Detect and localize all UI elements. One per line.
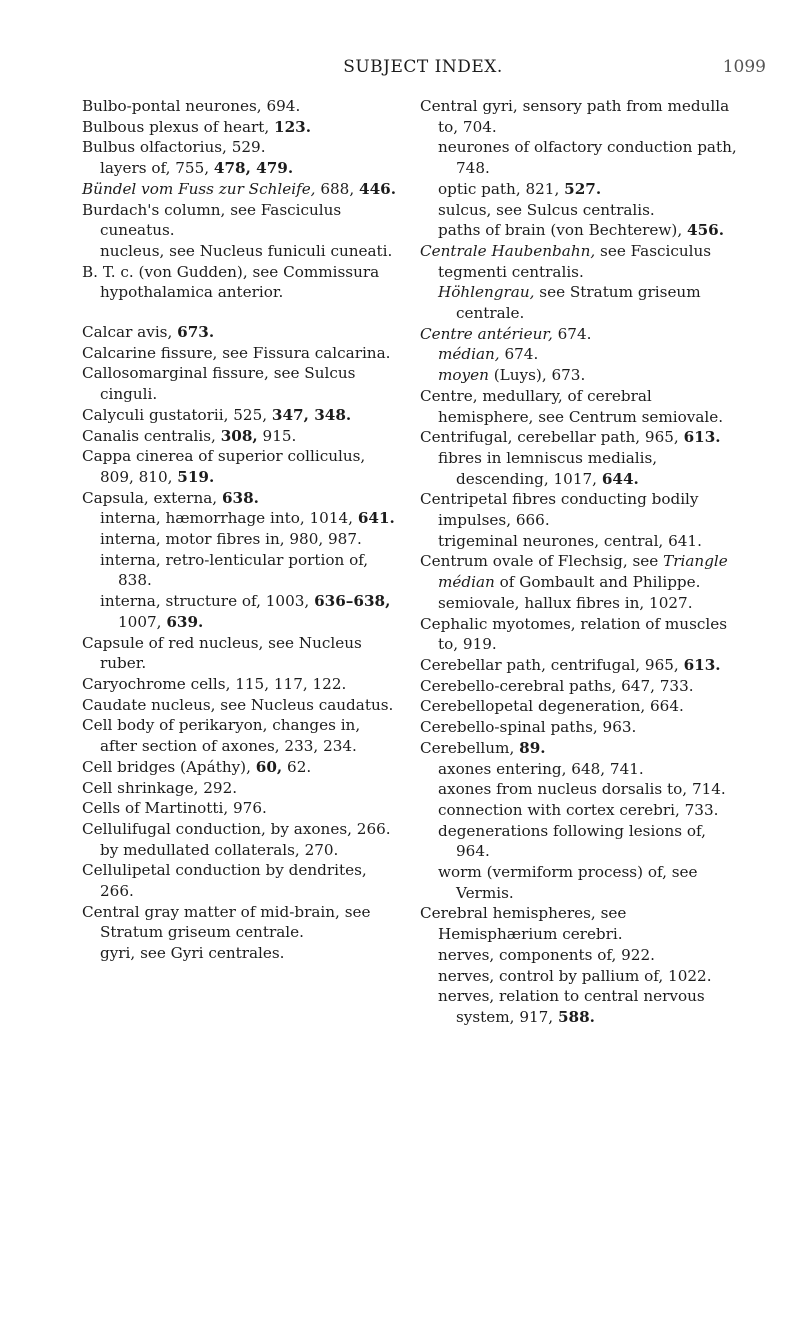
entry-text: (Luys), 673. [488, 366, 586, 385]
figure-reference: 347, 348. [271, 405, 352, 424]
index-entry [420, 614, 737, 655]
figure-reference: 308, [220, 426, 258, 445]
entry-text: Capsule of red nucleus, see Nucleus ruber. [82, 633, 362, 673]
entry-text: interna, retro-lenticular portion of, 838. [100, 550, 369, 590]
index-entry [420, 489, 737, 530]
entry-text: Cells of Martinotti, 976. [82, 799, 267, 818]
figure-reference: 478, 479. [213, 159, 294, 178]
entry-text: worm (vermiform process) of, see Vermis. [438, 863, 698, 902]
index-entry [82, 137, 399, 158]
index-entry [420, 717, 737, 738]
index-column-right [420, 96, 737, 1028]
index-entry [82, 798, 399, 819]
index-entry [82, 715, 399, 756]
entry-text: Calcar avis, [82, 323, 178, 342]
running-title: SUBJECT INDEX. [343, 57, 503, 77]
index-subentry [420, 593, 737, 614]
entry-text: see Fasciculus tegmenti centralis. [438, 241, 712, 281]
entry-text: Centrum ovale of Flechsig, see [420, 552, 664, 571]
figure-reference: 123. [274, 117, 312, 136]
foreign-term: Centrale Haubenbahn, [420, 241, 596, 260]
index-subentry [82, 840, 399, 861]
entry-text: Burdach's column, see Fasciculus cuneatus. [82, 200, 342, 240]
entry-text: optic path, 821, [438, 179, 565, 198]
index-entry [82, 363, 399, 404]
entry-text: Cephalic myotomes, relation of muscles to, 919. [420, 614, 728, 654]
figure-reference: 641. [357, 509, 395, 528]
entry-text: Canalis centralis, [82, 426, 221, 445]
entry-text: Bulbous plexus of heart, [82, 117, 275, 136]
index-entry [420, 324, 737, 345]
entry-text: interna, motor fibres in, 980, 987. [100, 530, 362, 549]
entry-text: Cerebello-cerebral paths, 647, 733. [420, 676, 694, 695]
entry-text: nucleus, see Nucleus funiculi cuneati. [100, 241, 393, 260]
index-subentry [82, 591, 399, 632]
index-subentry [82, 529, 399, 550]
index-entry [82, 674, 399, 695]
figure-reference: 613. [683, 428, 721, 447]
figure-reference: 613. [683, 655, 721, 674]
entry-text: 1007, [118, 612, 167, 631]
foreign-term: Triangle médian [438, 552, 728, 592]
entry-text: nerves, components of, 922. [438, 945, 655, 964]
entry-text: trigeminal neurones, central, 641. [438, 531, 702, 550]
index-subentry [420, 966, 737, 987]
index-entry [420, 903, 737, 944]
index-entry [82, 179, 399, 200]
index-subentry [420, 282, 737, 323]
index-entry [420, 738, 737, 759]
index-entry [420, 427, 737, 448]
index-entry [82, 902, 399, 943]
entry-text: degenerations following lesions of, 964. [438, 821, 706, 861]
index-subentry [420, 986, 737, 1027]
entry-text: axones from nucleus dorsalis to, 714. [438, 780, 726, 799]
index-subentry [420, 344, 737, 365]
index-entry [82, 446, 399, 487]
entry-text: semiovale, hallux fibres in, 1027. [438, 593, 693, 612]
index-subentry [82, 508, 399, 529]
index-entry [420, 551, 737, 592]
foreign-term: Centre antérieur, [420, 324, 553, 343]
entry-text: Bulbus olfactorius, 529. [82, 138, 266, 157]
index-entry [420, 676, 737, 697]
entry-text: nerves, control by pallium of, 1022. [438, 966, 712, 985]
index-subentry [420, 179, 737, 200]
index-subentry [82, 550, 399, 591]
entry-text: Cappa cinerea of superior colliculus, 809, 810, [82, 447, 366, 486]
entry-text: Centripetal fibres conducting bodily impulses, 666. [420, 490, 699, 530]
entry-text: connection with cortex cerebri, 733. [438, 800, 719, 819]
figure-reference: 89. [519, 738, 546, 757]
entry-text: Cell bridges (Apáthy), [82, 757, 256, 776]
entry-text: paths of brain (von Bechterew), [438, 221, 687, 240]
entry-text: Cell body of perikaryon, changes in, after section of axones, 233, 234. [82, 716, 361, 756]
index-entry [82, 200, 399, 241]
entry-text: of Gombault and Philippe. [494, 573, 701, 592]
foreign-term: moyen [438, 366, 489, 385]
figure-reference: 60, [255, 757, 283, 776]
index-entry [82, 426, 399, 447]
index-subentry [420, 862, 737, 903]
entry-text: Cerebello-spinal paths, 963. [420, 718, 637, 737]
index-subentry [420, 137, 737, 178]
running-head [80, 56, 766, 82]
index-entry [82, 695, 399, 716]
index-entry [420, 241, 737, 282]
index-subentry [420, 531, 737, 552]
entry-text: Cerebellar path, centrifugal, 965, [420, 655, 684, 674]
index-entry [420, 696, 737, 717]
entry-text: 674. [499, 345, 539, 364]
figure-reference: 527. [564, 179, 602, 198]
figure-reference: 519. [177, 467, 215, 486]
entry-text: Calcarine fissure, see Fissura calcarina. [82, 343, 391, 362]
entry-text: Cerebral hemispheres, see Hemisphærium cerebri. [420, 904, 627, 944]
index-column-left [82, 96, 399, 964]
index-entry [82, 117, 399, 138]
index-entry [82, 322, 399, 343]
entry-text: interna, structure of, 1003, [100, 592, 315, 611]
entry-text: by medullated collaterals, 270. [100, 840, 339, 859]
entry-text: 62. [282, 757, 312, 776]
index-entry [420, 655, 737, 676]
index-entry [82, 405, 399, 426]
index-subentry [420, 759, 737, 780]
index-subentry [420, 800, 737, 821]
index-entry [82, 633, 399, 674]
index-subentry [420, 365, 737, 386]
index-entry [82, 778, 399, 799]
entry-text: gyri, see Gyri centrales. [100, 944, 285, 963]
index-subentry [82, 158, 399, 179]
entry-text: fibres in lemniscus medialis, descending, 1017, [438, 448, 658, 488]
index-subentry [420, 220, 737, 241]
index-entry [420, 386, 737, 427]
entry-text: Central gray matter of mid-brain, see Stratum griseum centrale. [82, 902, 371, 942]
index-subentry [420, 821, 737, 862]
entry-text: interna, hæmorrhage into, 1014, [100, 509, 358, 528]
entry-text: nerves, relation to central nervous system, 917, [438, 987, 705, 1026]
entry-text: Central gyri, sensory path from medulla to, 704. [420, 97, 730, 136]
entry-text: Callosomarginal fissure, see Sulcus cinguli. [82, 364, 356, 404]
page-number: 1099 [722, 57, 766, 77]
entry-text: Calyculi gustatorii, 525, [82, 405, 272, 424]
index-subentry [420, 945, 737, 966]
entry-text: Cell shrinkage, 292. [82, 778, 238, 797]
figure-reference: 446. [359, 179, 396, 198]
index-entry [82, 262, 399, 303]
index-subentry [82, 943, 399, 964]
entry-text: Cerebellum, [420, 738, 520, 757]
index-entry [82, 343, 399, 364]
entry-text: Bulbo-pontal neurones, 694. [82, 97, 301, 115]
entry-text: axones entering, 648, 741. [438, 759, 644, 778]
index-entry [82, 96, 399, 117]
index-subentry [82, 241, 399, 262]
index-entry [420, 96, 737, 137]
figure-reference: 673. [177, 323, 215, 342]
entry-text: Caudate nucleus, see Nucleus caudatus. [82, 695, 394, 714]
foreign-term: Höhlengrau, [438, 283, 535, 302]
entry-text: Cellulifugal conduction, by axones, 266. [82, 819, 391, 838]
index-entry [82, 757, 399, 778]
entry-text: Cerebellopetal degeneration, 664. [420, 697, 684, 716]
foreign-term: Bündel vom Fuss zur Schleife, [82, 179, 316, 198]
entry-text: 688, [315, 179, 359, 198]
entry-text: Centre, medullary, of cerebral hemisphere, see Centrum semiovale. [420, 386, 724, 426]
entry-text: 915. [257, 426, 297, 445]
figure-reference: 639. [166, 612, 204, 631]
entry-text: sulcus, see Sulcus centralis. [438, 200, 655, 219]
entry-text: Capsula, externa, [82, 488, 222, 507]
figure-reference: 644. [601, 469, 639, 488]
index-subentry [420, 448, 737, 489]
index-entry [82, 860, 399, 901]
entry-text: neurones of olfactory conduction path, 748. [438, 138, 737, 178]
entry-text: Caryochrome cells, 115, 117, 122. [82, 674, 347, 693]
entry-text: Cellulipetal conduction by dendrites, 266. [82, 861, 367, 901]
figure-reference: 638. [221, 488, 259, 507]
entry-text: B. T. c. (von Gudden), see Commissura hypothalamica anterior. [82, 262, 380, 302]
index-entry [82, 488, 399, 509]
index-subentry [420, 779, 737, 800]
figure-reference: 456. [687, 221, 724, 240]
index-entry [82, 819, 399, 840]
figure-reference: 636–638, [314, 592, 391, 611]
entry-text: layers of, 755, [100, 159, 214, 178]
foreign-term: médian, [438, 345, 500, 364]
entry-text: 674. [552, 324, 592, 343]
entry-text: Centrifugal, cerebellar path, 965, [420, 428, 684, 447]
index-subentry [420, 200, 737, 221]
entry-text: see Stratum griseum centrale. [456, 283, 701, 323]
figure-reference: 588. [557, 1007, 595, 1026]
